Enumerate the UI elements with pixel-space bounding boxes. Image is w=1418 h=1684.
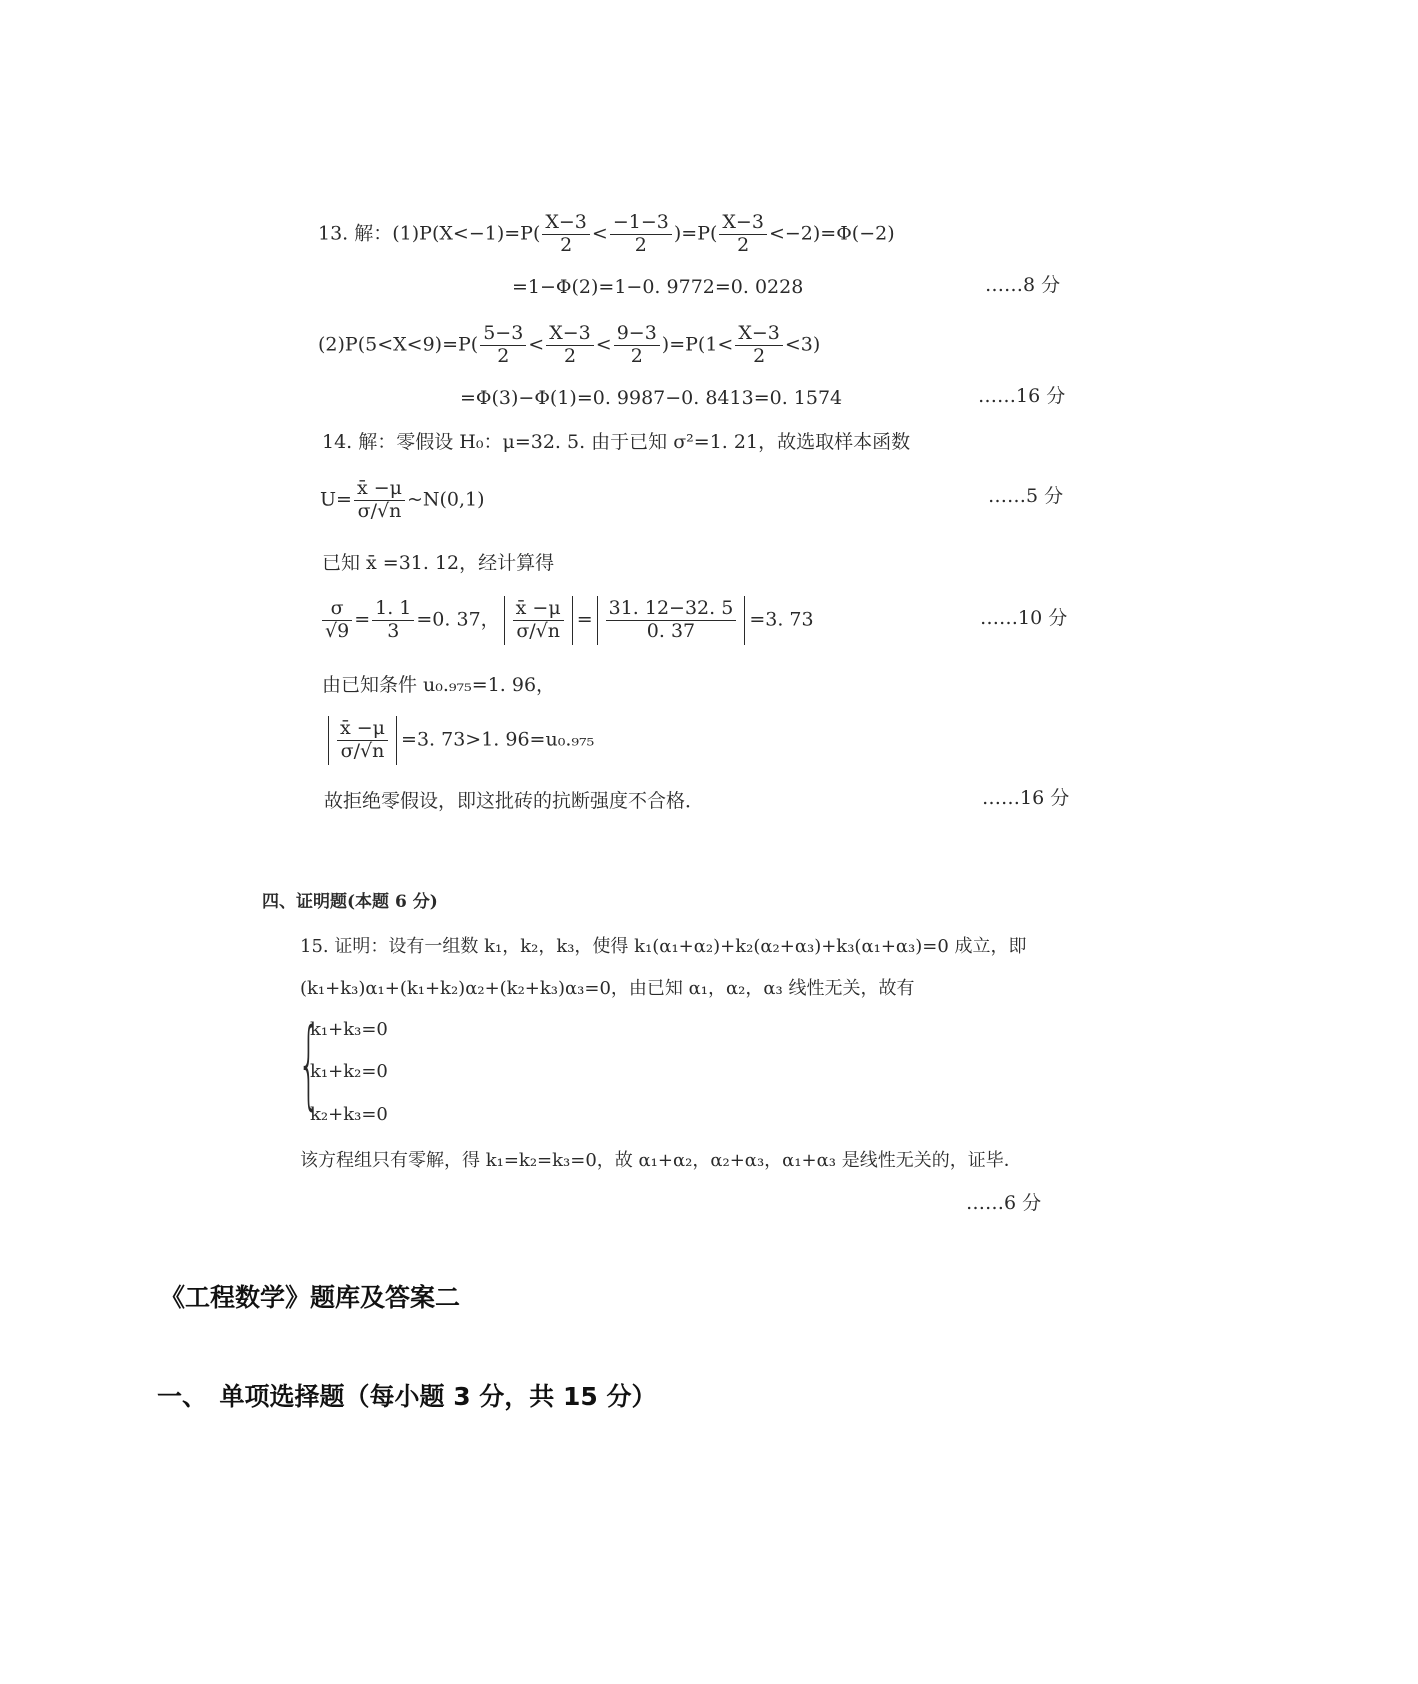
fraction	[546, 323, 594, 368]
fraction	[614, 323, 660, 368]
frac-num: −1−3	[610, 212, 672, 235]
frac-den: 3	[387, 619, 400, 642]
absolute-value	[504, 596, 573, 645]
q14-compare-line	[324, 716, 594, 765]
q13-l3-prefix: (2)P(5<X<9)=P(	[318, 333, 479, 356]
fraction	[719, 212, 767, 257]
frac-den: 2	[563, 344, 577, 367]
frac-den: σ/√n	[340, 739, 385, 762]
q13-line-2: =1−Φ(2)=1−0. 9772=0. 0228	[512, 276, 804, 298]
part-1-heading: 一、 单项选择题（每小题 3 分，共 15 分）	[157, 1382, 657, 1411]
op: =	[354, 608, 371, 631]
frac-den: 2	[560, 233, 573, 256]
op: =	[576, 608, 593, 631]
op: <	[591, 222, 608, 245]
op: =3. 73>1. 96=u₀.₉₇₅	[401, 728, 595, 751]
proof-conclusion: 该方程组只有零解，得 k₁=k₂=k₃=0，故 α₁+α₂，α₂+α₃，α₁+α₃ 是线性无关的，证毕．	[300, 1150, 1022, 1171]
section-4-heading: 四、证明题(本题 6 分)	[262, 892, 438, 912]
fraction	[337, 718, 388, 763]
proof-line-1: 15. 证明：设有一组数 k₁，k₂，k₃，使得 k₁(α₁+α₂)+k₂(α₂+α₃)+k₃(α₁+α₃)=0 成立，即	[300, 936, 1027, 957]
fraction	[606, 598, 737, 643]
frac-den: 2	[497, 344, 510, 367]
score-16: ……16 分	[978, 385, 1066, 407]
fraction	[322, 598, 352, 643]
frac-num: x̄ −μ	[337, 718, 388, 741]
score-6: ……6 分	[966, 1192, 1042, 1214]
q13-line-4: =Φ(3)−Φ(1)=0. 9987−0. 8413=0. 1574	[460, 387, 843, 409]
system-eq-2: k₁+k₂=0	[310, 1061, 388, 1082]
frac-num: x̄ −μ	[354, 478, 405, 501]
q14-line-3: 已知 x̄ =31. 12，经计算得	[322, 552, 555, 574]
q13-line-1	[318, 212, 895, 257]
q14-u-formula	[320, 478, 485, 523]
frac-den: √9	[325, 619, 350, 642]
op: <3)	[784, 333, 821, 356]
op: )=P(1<	[661, 333, 734, 356]
frac-den: 2	[634, 233, 647, 256]
fraction	[735, 323, 783, 368]
op: ~N(0,1)	[406, 488, 485, 511]
frac-den: 2	[630, 344, 643, 367]
frac-num: X−3	[719, 212, 767, 235]
fraction	[610, 212, 672, 257]
score-16-b: ……16 分	[982, 787, 1070, 809]
absolute-value	[328, 716, 397, 765]
op: <	[528, 333, 545, 356]
op: )=P(	[673, 222, 718, 245]
frac-den: σ/√n	[357, 499, 402, 522]
system-eq-3: k₂+k₃=0	[310, 1104, 388, 1125]
fraction	[480, 323, 526, 368]
frac-num: X−3	[546, 323, 594, 346]
frac-den: 2	[753, 344, 766, 367]
fraction	[354, 478, 405, 523]
absolute-value	[597, 596, 746, 645]
frac-num: X−3	[542, 212, 590, 235]
system-eq-1: k₁+k₃=0	[310, 1019, 388, 1040]
q14-line-5: 由已知条件 u₀.₉₇₅=1. 96，	[322, 674, 556, 696]
frac-num: 1. 1	[372, 598, 414, 621]
frac-num: 9−3	[614, 323, 660, 346]
fraction	[513, 598, 564, 643]
doc-title: 《工程数学》题库及答案二	[160, 1283, 461, 1312]
frac-den: 0. 37	[646, 619, 696, 642]
frac-num: 5−3	[480, 323, 526, 346]
frac-num: x̄ −μ	[513, 598, 564, 621]
fraction	[372, 598, 414, 643]
frac-num: 31. 12−32. 5	[606, 598, 737, 621]
op: <−2)=Φ(−2)	[768, 222, 895, 245]
op: <	[595, 333, 612, 356]
op: =0. 37，	[416, 608, 500, 631]
fraction	[542, 212, 590, 257]
frac-den: σ/√n	[516, 619, 561, 642]
score-5: ……5 分	[988, 485, 1064, 507]
q14-line-1: 14. 解：零假设 H₀：μ=32. 5. 由于已知 σ²=1. 21，故选取样本函数	[322, 431, 911, 453]
op: =3. 73	[749, 608, 814, 631]
q13-line-3	[318, 323, 820, 368]
q13-l1-prefix: 13. 解：(1)P(X<−1)=P(	[318, 222, 541, 245]
system-brace: {	[298, 1008, 320, 1120]
frac-num: σ	[322, 598, 352, 621]
q14-calc-line	[320, 596, 814, 645]
frac-den: 2	[737, 233, 750, 256]
proof-line-2: (k₁+k₃)α₁+(k₁+k₂)α₂+(k₂+k₃)α₃=0，由已知 α₁，α₂，α₃ 线性无关，故有	[300, 978, 915, 999]
frac-num: X−3	[735, 323, 783, 346]
score-8: ……8 分	[985, 274, 1061, 296]
score-10: ……10 分	[980, 607, 1068, 629]
op: U=	[320, 488, 352, 511]
q14-conclusion: 故拒绝零假设，即这批砖的抗断强度不合格．	[324, 790, 705, 812]
